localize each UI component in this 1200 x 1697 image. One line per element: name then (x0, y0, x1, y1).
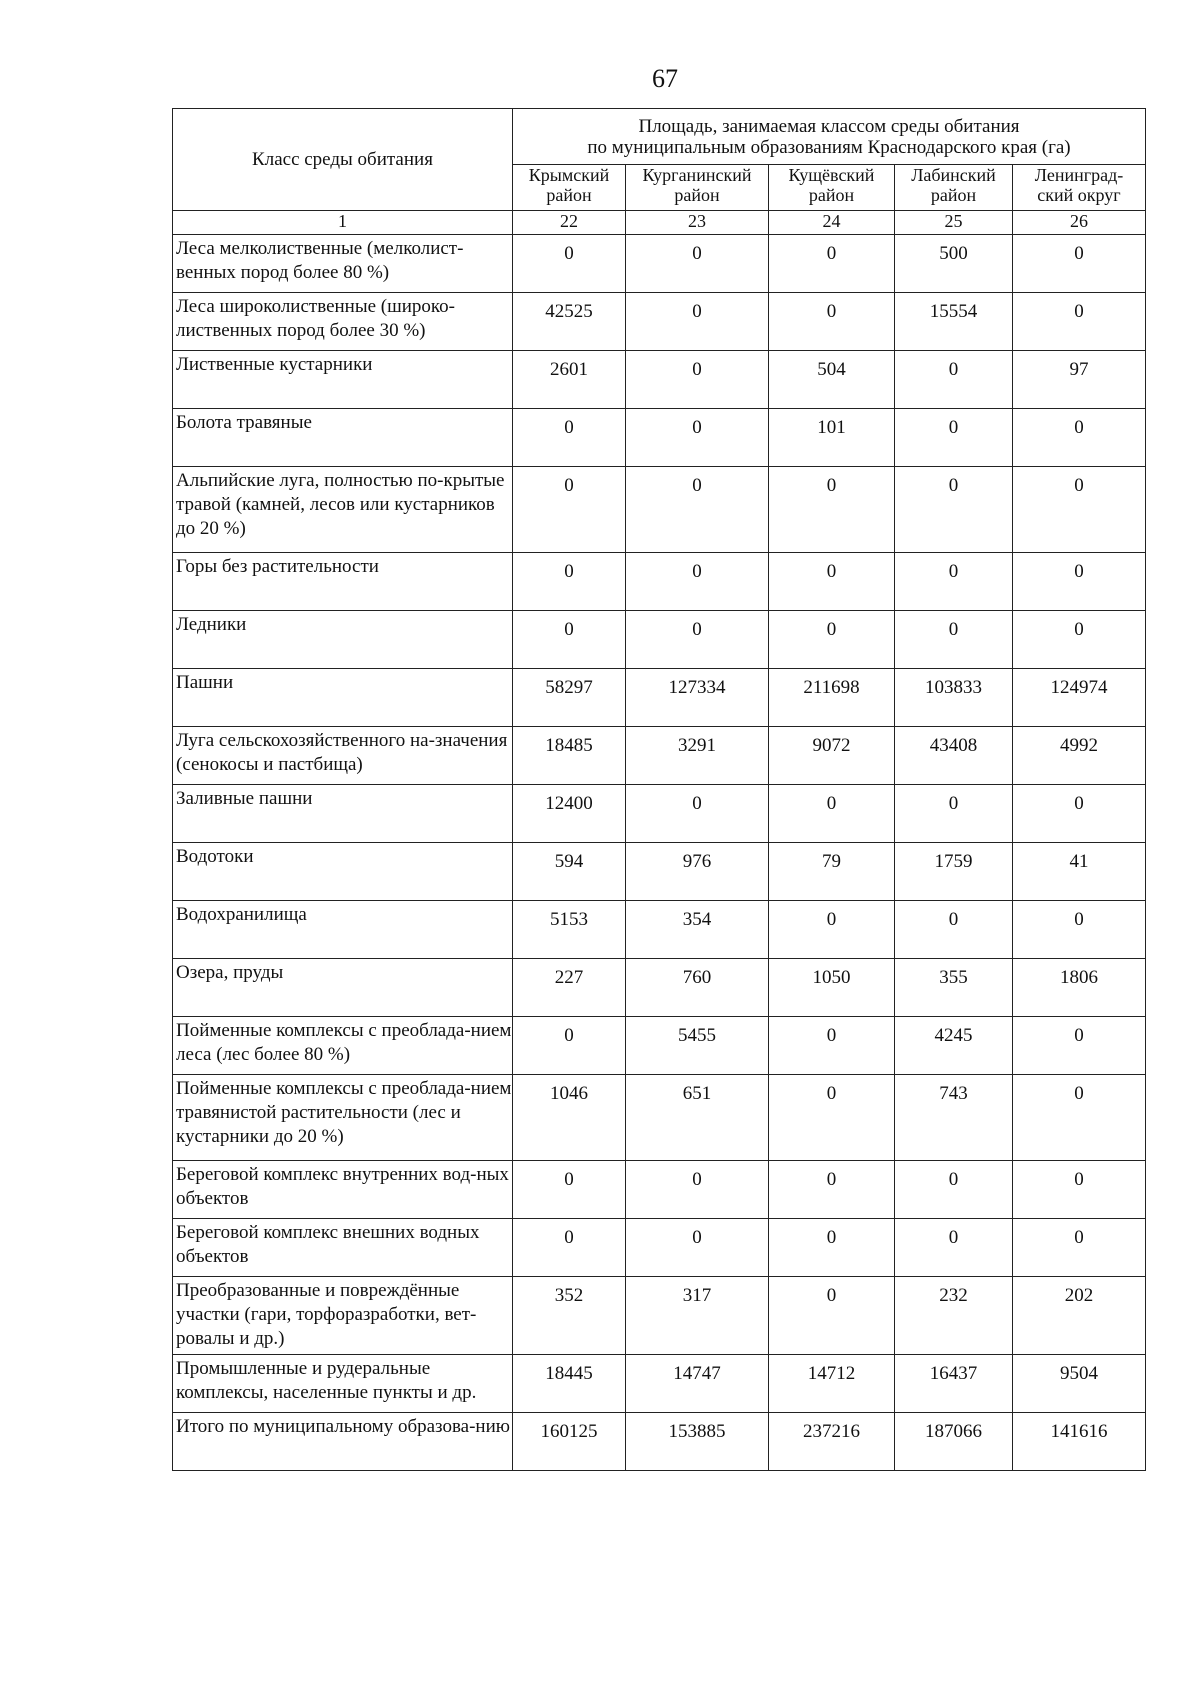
area-value-cell: 0 (895, 901, 1013, 959)
area-value-cell: 0 (895, 467, 1013, 553)
area-value-cell: 0 (626, 467, 769, 553)
area-value-cell: 1806 (1013, 959, 1146, 1017)
area-value-cell: 103833 (895, 669, 1013, 727)
area-value-cell: 0 (895, 1219, 1013, 1277)
area-value-cell: 0 (1013, 901, 1146, 959)
table-row (173, 1413, 1146, 1471)
area-value-cell: 0 (769, 1017, 895, 1075)
area-value-cell: 352 (513, 1277, 626, 1355)
header-district: Лабинский район (895, 165, 1013, 211)
area-value-cell: 14712 (769, 1355, 895, 1413)
table-row (173, 785, 1146, 843)
area-value-cell: 5455 (626, 1017, 769, 1075)
header-area-title-line1: Площадь, занимаемая классом среды обитания (638, 116, 1020, 137)
table-row (173, 553, 1146, 611)
area-value-cell: 0 (513, 553, 626, 611)
habitat-class-label: Ледники (173, 611, 513, 669)
header-district: Кущёвский район (769, 165, 895, 211)
area-value-cell: 12400 (513, 785, 626, 843)
area-value-cell: 0 (769, 467, 895, 553)
habitat-class-label: Леса мелколиственные (мелколист- венных пород более 80 %) (173, 235, 513, 293)
area-value-cell: 4245 (895, 1017, 1013, 1075)
habitat-class-label: Береговой комплекс внутренних вод-ных объектов (173, 1161, 513, 1219)
area-value-cell: 0 (1013, 1219, 1146, 1277)
area-value-cell: 0 (769, 293, 895, 351)
area-value-cell: 0 (769, 1219, 895, 1277)
area-value-cell: 355 (895, 959, 1013, 1017)
area-value-cell: 0 (1013, 1161, 1146, 1219)
table-row (173, 843, 1146, 901)
area-value-cell: 0 (895, 611, 1013, 669)
column-number: 26 (1013, 211, 1146, 235)
area-value-cell: 141616 (1013, 1413, 1146, 1471)
area-value-cell: 5153 (513, 901, 626, 959)
header-area-title-line2: по муниципальным образованиям Краснодарского края (га) (587, 137, 1071, 158)
area-value-cell: 0 (626, 409, 769, 467)
table-row (173, 409, 1146, 467)
area-value-cell: 124974 (1013, 669, 1146, 727)
area-value-cell: 0 (769, 235, 895, 293)
area-value-cell: 43408 (895, 727, 1013, 785)
area-value-cell: 743 (895, 1075, 1013, 1161)
area-value-cell: 1050 (769, 959, 895, 1017)
table-row (173, 1161, 1146, 1219)
table-row (173, 1075, 1146, 1161)
header-area-title (513, 109, 1146, 165)
area-value-cell: 0 (1013, 553, 1146, 611)
area-value-cell: 0 (513, 1219, 626, 1277)
area-value-cell: 0 (626, 235, 769, 293)
area-value-cell: 232 (895, 1277, 1013, 1355)
area-value-cell: 3291 (626, 727, 769, 785)
table-row (173, 959, 1146, 1017)
habitat-class-label: Береговой комплекс внешних водных объектов (173, 1219, 513, 1277)
habitat-class-label: Преобразованные и повреждённые участки (гари, торфоразработки, вет-ровалы и др.) (173, 1277, 513, 1355)
area-value-cell: 0 (769, 611, 895, 669)
habitat-class-label: Водохранилища (173, 901, 513, 959)
area-value-cell: 41 (1013, 843, 1146, 901)
area-value-cell: 354 (626, 901, 769, 959)
area-value-cell: 227 (513, 959, 626, 1017)
area-value-cell: 651 (626, 1075, 769, 1161)
area-value-cell: 0 (1013, 467, 1146, 553)
area-value-cell: 0 (626, 1161, 769, 1219)
area-value-cell: 0 (1013, 409, 1146, 467)
habitat-class-label: Промышленные и рудеральные комплексы, населенные пункты и др. (173, 1355, 513, 1413)
table-body (173, 235, 1146, 1471)
area-value-cell: 202 (1013, 1277, 1146, 1355)
header-district: Ленинград- ский округ (1013, 165, 1146, 211)
area-value-cell: 0 (626, 785, 769, 843)
table-row (173, 901, 1146, 959)
area-value-cell: 0 (1013, 293, 1146, 351)
area-value-cell: 0 (1013, 1017, 1146, 1075)
habitat-class-label: Пойменные комплексы с преоблада-нием леса (лес более 80 %) (173, 1017, 513, 1075)
habitat-class-label: Леса широколиственные (широко-лиственных пород более 30 %) (173, 293, 513, 351)
area-value-cell: 237216 (769, 1413, 895, 1471)
habitat-class-label: Горы без растительности (173, 553, 513, 611)
area-value-cell: 0 (513, 1017, 626, 1075)
area-value-cell: 1759 (895, 843, 1013, 901)
area-value-cell: 160125 (513, 1413, 626, 1471)
table-row (173, 669, 1146, 727)
table-row (173, 727, 1146, 785)
habitat-class-label: Итого по муниципальному образова-нию (173, 1413, 513, 1471)
column-number: 25 (895, 211, 1013, 235)
area-value-cell: 0 (1013, 1075, 1146, 1161)
area-value-cell: 127334 (626, 669, 769, 727)
area-value-cell: 18485 (513, 727, 626, 785)
table-row (173, 1017, 1146, 1075)
area-value-cell: 760 (626, 959, 769, 1017)
area-value-cell: 0 (895, 351, 1013, 409)
area-value-cell: 18445 (513, 1355, 626, 1413)
area-value-cell: 0 (895, 409, 1013, 467)
table-row (173, 1277, 1146, 1355)
area-value-cell: 0 (769, 901, 895, 959)
area-value-cell: 0 (513, 1161, 626, 1219)
area-value-cell: 0 (626, 293, 769, 351)
area-value-cell: 42525 (513, 293, 626, 351)
area-value-cell: 0 (769, 1161, 895, 1219)
column-number: 23 (626, 211, 769, 235)
header-district: Курганинский район (626, 165, 769, 211)
area-value-cell: 4992 (1013, 727, 1146, 785)
area-value-cell: 0 (895, 553, 1013, 611)
area-value-cell: 16437 (895, 1355, 1013, 1413)
area-value-cell: 0 (626, 611, 769, 669)
area-value-cell: 504 (769, 351, 895, 409)
area-value-cell: 0 (1013, 611, 1146, 669)
table-row (173, 467, 1146, 553)
habitat-class-label: Водотоки (173, 843, 513, 901)
area-value-cell: 0 (513, 235, 626, 293)
area-value-cell: 0 (626, 553, 769, 611)
column-number: 1 (173, 211, 513, 235)
area-value-cell: 9504 (1013, 1355, 1146, 1413)
area-value-cell: 0 (895, 1161, 1013, 1219)
area-value-cell: 500 (895, 235, 1013, 293)
table-row (173, 1219, 1146, 1277)
table-row (173, 293, 1146, 351)
habitat-class-label: Лиственные кустарники (173, 351, 513, 409)
area-value-cell: 0 (513, 467, 626, 553)
column-number: 22 (513, 211, 626, 235)
area-value-cell: 14747 (626, 1355, 769, 1413)
area-value-cell: 594 (513, 843, 626, 901)
area-value-cell: 97 (1013, 351, 1146, 409)
area-value-cell: 1046 (513, 1075, 626, 1161)
table-row (173, 351, 1146, 409)
habitat-class-label: Пойменные комплексы с преоблада-нием травянистой растительности (лес и кустарники до 20 %) (173, 1075, 513, 1161)
page-number: 67 (652, 64, 678, 93)
area-value-cell: 0 (895, 785, 1013, 843)
area-value-cell: 0 (769, 553, 895, 611)
area-value-cell: 976 (626, 843, 769, 901)
area-value-cell: 0 (513, 409, 626, 467)
table-row (173, 235, 1146, 293)
habitat-class-label: Озера, пруды (173, 959, 513, 1017)
table-row (173, 1355, 1146, 1413)
area-value-cell: 0 (769, 785, 895, 843)
habitat-class-label: Пашни (173, 669, 513, 727)
area-value-cell: 79 (769, 843, 895, 901)
habitat-class-label: Заливные пашни (173, 785, 513, 843)
habitat-area-table (172, 108, 1146, 1471)
area-value-cell: 187066 (895, 1413, 1013, 1471)
area-value-cell: 317 (626, 1277, 769, 1355)
area-value-cell: 9072 (769, 727, 895, 785)
area-value-cell: 0 (1013, 785, 1146, 843)
header-class-column: Класс среды обитания (173, 109, 513, 211)
area-value-cell: 211698 (769, 669, 895, 727)
area-value-cell: 0 (769, 1277, 895, 1355)
area-value-cell: 0 (626, 351, 769, 409)
habitat-class-label: Луга сельскохозяйственного на-значения (сенокосы и пастбища) (173, 727, 513, 785)
habitat-class-label: Альпийские луга, полностью по-крытые травой (камней, лесов или кустарников до 20 %) (173, 467, 513, 553)
area-value-cell: 0 (626, 1219, 769, 1277)
column-number: 24 (769, 211, 895, 235)
header-district: Крымский район (513, 165, 626, 211)
column-numbers-row (173, 211, 1146, 235)
area-value-cell: 0 (769, 1075, 895, 1161)
area-value-cell: 101 (769, 409, 895, 467)
area-value-cell: 2601 (513, 351, 626, 409)
area-value-cell: 0 (513, 611, 626, 669)
area-value-cell: 58297 (513, 669, 626, 727)
area-value-cell: 153885 (626, 1413, 769, 1471)
table-row (173, 611, 1146, 669)
area-value-cell: 15554 (895, 293, 1013, 351)
habitat-class-label: Болота травяные (173, 409, 513, 467)
area-value-cell: 0 (1013, 235, 1146, 293)
